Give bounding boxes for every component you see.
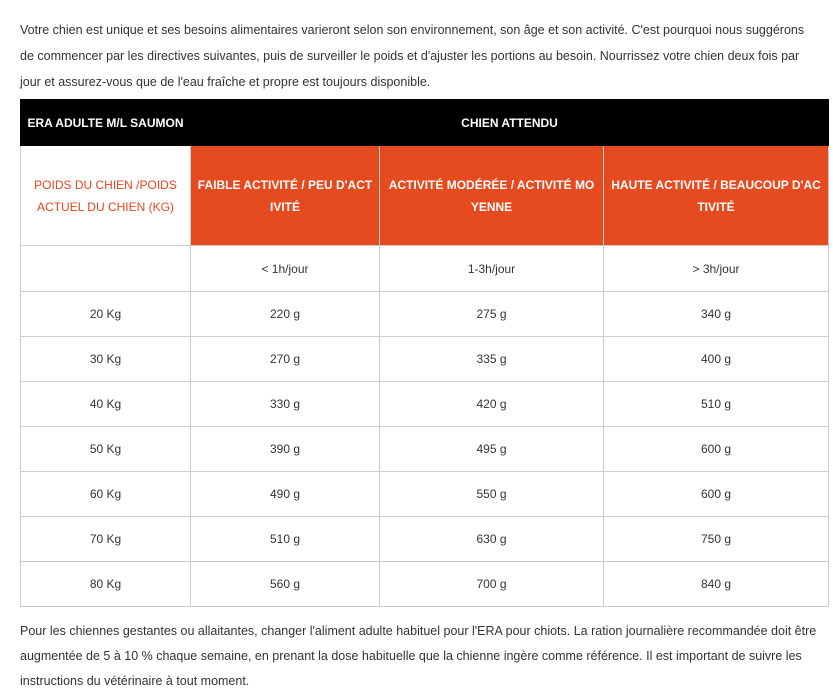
activity-header-high: HAUTE ACTIVITÉ / BEAUCOUP D'ACTIVITÉ [604,146,829,246]
portion-cell: 490 g [191,472,380,517]
activity-header-moderate: ACTIVITÉ MODÉRÉE / ACTIVITÉ MOYENNE [380,146,604,246]
portion-cell: 600 g [604,472,829,517]
weight-cell: 80 Kg [21,562,191,607]
portion-cell: 510 g [604,382,829,427]
portion-cell: 270 g [191,337,380,382]
portion-cell: 840 g [604,562,829,607]
weight-cell: 30 Kg [21,337,191,382]
duration-high: > 3h/jour [604,246,829,292]
weight-cell: 70 Kg [21,517,191,562]
portion-cell: 630 g [380,517,604,562]
table-row [21,382,829,427]
portion-cell: 220 g [191,292,380,337]
portion-cell: 750 g [604,517,829,562]
outro-paragraph: Pour les chiennes gestantes ou allaitantes, changer l'aliment adulte habituel pour l'ERA pour chiots. La ration journalière recommandée doit être augmentée de 5 à 10 % chaque semaine, en prenant la dose habituelle que la chienne ingère comme référence. Il est important de suivre les instructions du vétérinaire à tout moment. [20,624,817,688]
intro-paragraph: Votre chien est unique et ses besoins alimentaires varieront selon son environnement, son âge et son activité. C'est pourquoi nous suggérons de commencer par les directives suivantes, puis de surveiller le poids et d'ajuster les portions au besoin. Nourrissez votre chien deux fois par jour et assurez-vous que de l'eau fraîche et propre est toujours disponible. [20,23,805,89]
weight-cell: 20 Kg [21,292,191,337]
portion-cell: 560 g [191,562,380,607]
portion-cell: 340 g [604,292,829,337]
weight-cell: 60 Kg [21,472,191,517]
portion-cell: 550 g [380,472,604,517]
table-row [21,517,829,562]
portion-cell: 420 g [380,382,604,427]
table-row [21,472,829,517]
duration-low: < 1h/jour [191,246,380,292]
portion-cell: 275 g [380,292,604,337]
table-row [21,337,829,382]
table-row [21,292,829,337]
activity-header-low: FAIBLE ACTIVITÉ / PEU D'ACTIVITÉ [191,146,380,246]
portion-cell: 495 g [380,427,604,472]
expected-header: CHIEN ATTENDU [191,100,829,146]
duration-empty-cell [21,246,191,292]
product-header: ERA ADULTE M/L SAUMON [21,100,191,146]
portion-cell: 335 g [380,337,604,382]
portion-cell: 510 g [191,517,380,562]
portion-cell: 700 g [380,562,604,607]
duration-moderate: 1-3h/jour [380,246,604,292]
table-row [21,427,829,472]
table-row [21,562,829,607]
feeding-table [20,99,829,607]
weight-column-header: POIDS DU CHIEN /POIDS ACTUEL DU CHIEN (KG) [21,146,191,246]
duration-row [21,246,829,292]
portion-cell: 600 g [604,427,829,472]
portion-cell: 330 g [191,382,380,427]
portion-cell: 400 g [604,337,829,382]
portion-cell: 390 g [191,427,380,472]
weight-cell: 50 Kg [21,427,191,472]
weight-cell: 40 Kg [21,382,191,427]
